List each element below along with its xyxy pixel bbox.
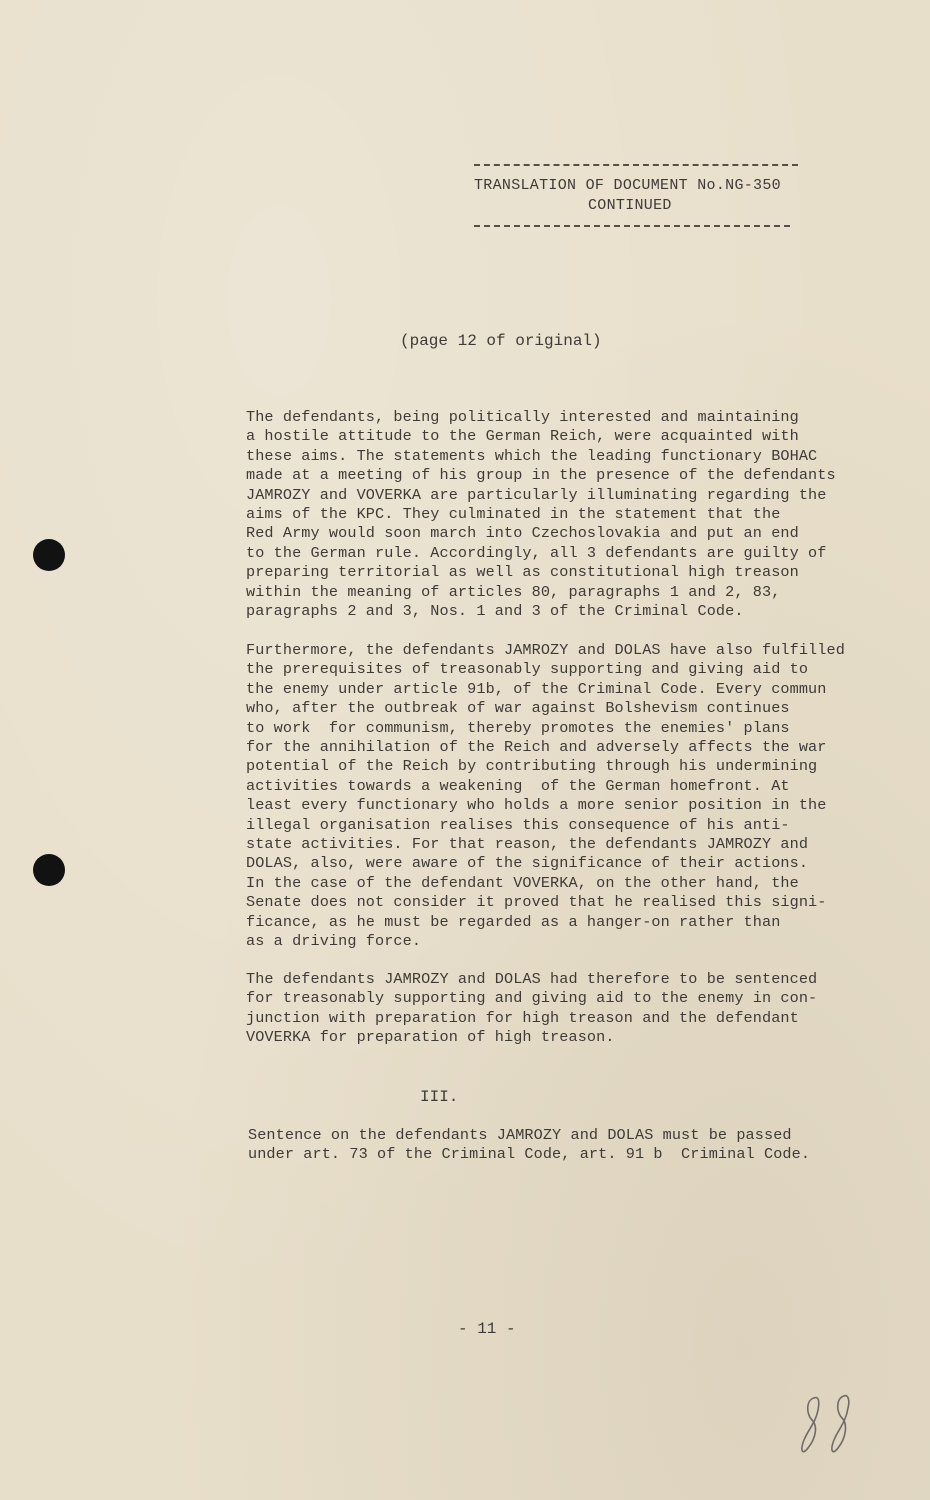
punch-hole-bottom — [33, 854, 65, 886]
document-title: TRANSLATION OF DOCUMENT No.NG-350 — [474, 177, 781, 194]
header-top-rule — [474, 164, 798, 166]
paragraph-2: Furthermore, the defendants JAMROZY and DOLAS have also fulfilled the prerequisites of treasonably supporting and giving aid to the enemy under article 91b, of the Criminal Code. Every commun who, after the outbreak of war against Bolshevism continues to work for communism, thereby promotes the enemies' plans for the annihilation of the Reich and adversely affects the war potential of the Reich by contributing through his undermining activities towards a weakening of the German homefront. At least every functionary who holds a more senior position in the illegal organisation realises this consequence of his anti- state activities. For that reason, the defendants JAMROZY and DOLAS, also, were aware of the significance of their actions. In the case of the defendant VOVERKA, on the other hand, the Senate does not consider it proved that he realised this signi- ficance, as he must be regarded as a hanger-on rather than as a driving force. — [246, 641, 845, 951]
section-number: III. — [420, 1088, 459, 1106]
handwritten-page-mark — [796, 1392, 866, 1464]
punch-hole-top — [33, 539, 65, 571]
header-bottom-rule — [474, 225, 790, 227]
original-page-reference: (page 12 of original) — [400, 332, 602, 350]
paragraph-3: The defendants JAMROZY and DOLAS had therefore to be sentenced for treasonably supporting and giving aid to the enemy in con- junction with preparation for high treason and the defendant VOVERKA for preparation of high treason. — [246, 970, 818, 1047]
page-number: - 11 - — [458, 1320, 516, 1338]
paragraph-1: The defendants, being politically interested and maintaining a hostile attitude to the German Reich, were acquainted with these aims. The statements which the leading functionary BOHAC made at a meeting of his group in the presence of the defendants JAMROZY and VOVERKA are particularly illuminating regarding the aims of the KPC. They culminated in the statement that the Red Army would soon march into Czechoslovakia and put an end to the German rule. Accordingly, all 3 defendants are guilty of preparing territorial as well as constitutional high treason within the meaning of articles 80, paragraphs 1 and 2, 83, paragraphs 2 and 3, Nos. 1 and 3 of the Criminal Code. — [246, 408, 836, 621]
document-continued-label: CONTINUED — [588, 197, 672, 214]
paragraph-section-iii: Sentence on the defendants JAMROZY and DOLAS must be passed under art. 73 of the Criminal Code, art. 91 b Criminal Code. — [248, 1126, 811, 1164]
